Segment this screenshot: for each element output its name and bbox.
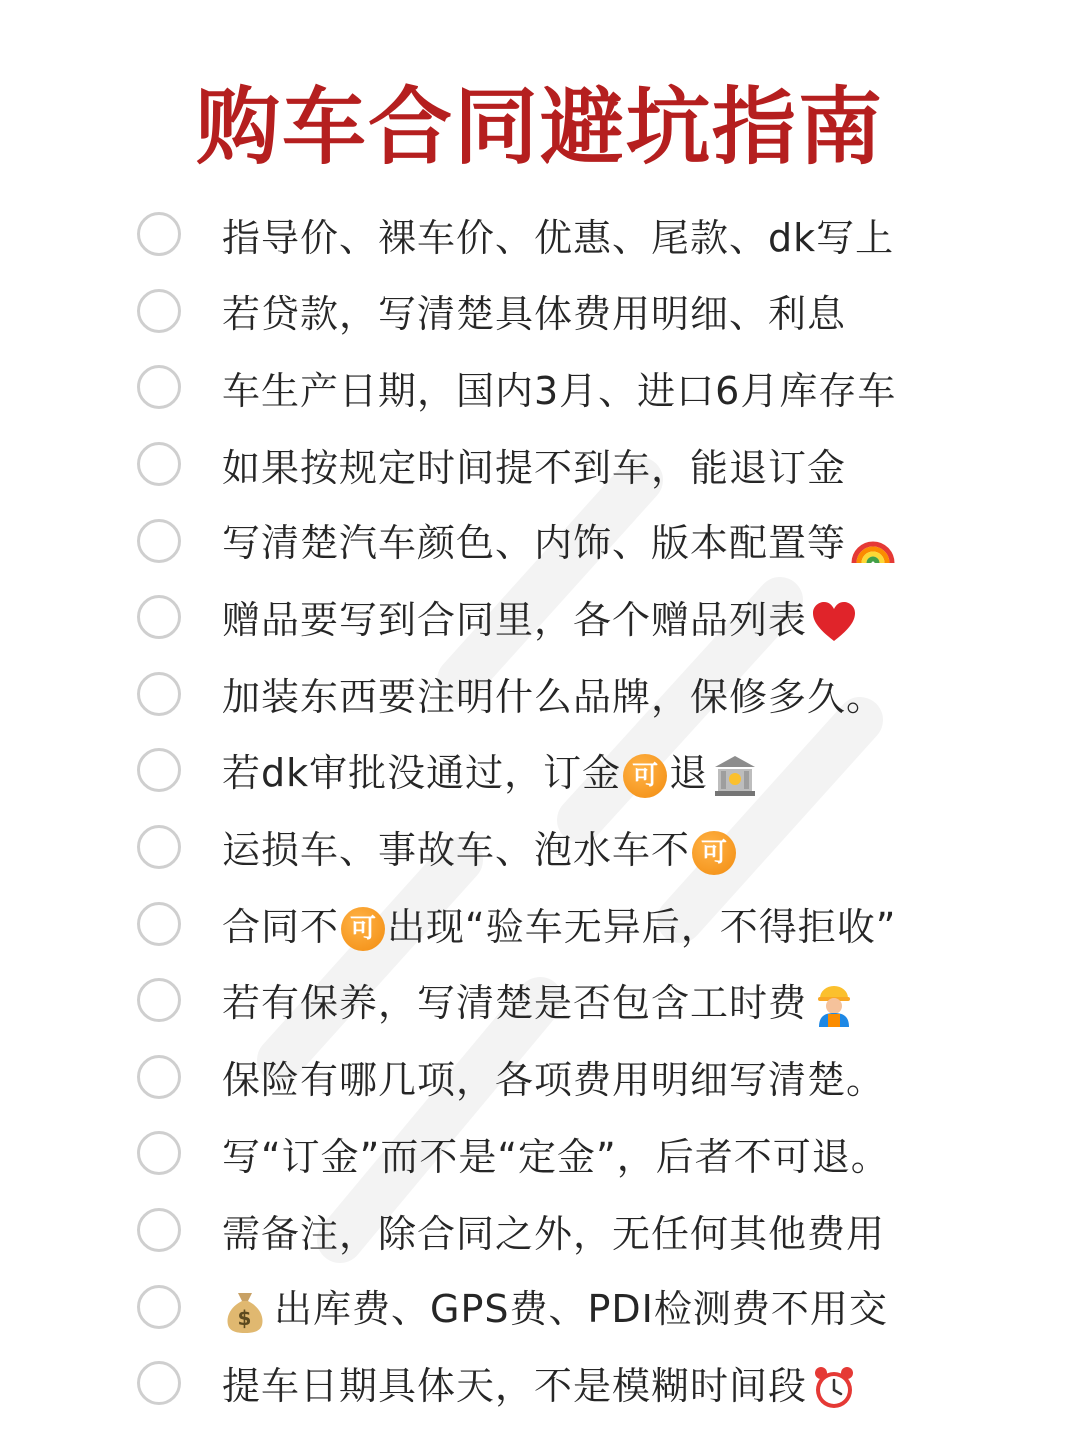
item-text-row — [222, 742, 758, 799]
list-item — [0, 349, 1080, 426]
item-text-row — [222, 1355, 857, 1412]
item-text-row — [222, 819, 738, 875]
bank-icon — [712, 753, 758, 799]
checkbox[interactable] — [137, 595, 181, 639]
list-item — [0, 579, 1080, 656]
item-text: 指导价、裸车价、优惠、尾款、dk写上 — [222, 215, 895, 260]
rainbow-icon — [850, 523, 896, 569]
checkbox[interactable] — [137, 672, 181, 716]
list-item — [0, 809, 1080, 886]
ke-badge: 可 — [623, 754, 667, 798]
checkbox[interactable] — [137, 289, 181, 333]
item-text: 若有保养，写清楚是否包含工时费 — [222, 980, 808, 1025]
checkbox[interactable] — [137, 1285, 181, 1329]
list-item — [0, 962, 1080, 1039]
item-text-row — [222, 589, 857, 646]
ke-badge: 可 — [692, 831, 736, 875]
item-text: 保险有哪几项，各项费用明细写清楚。 — [222, 1058, 886, 1103]
item-text: 写清楚汽车颜色、内饰、版本配置等 — [222, 521, 847, 566]
checkbox[interactable] — [137, 365, 181, 409]
list-item — [0, 426, 1080, 503]
svg-text:$: $ — [237, 1305, 253, 1330]
item-text: 车生产日期，国内3月、进口6月库存车 — [222, 368, 897, 413]
list-item — [0, 656, 1080, 733]
page-title: 购车合同避坑指南 — [195, 78, 884, 176]
item-text: 赠品要写到合同里，各个赠品列表 — [222, 598, 808, 643]
list-item — [0, 1345, 1080, 1422]
checkbox[interactable] — [137, 519, 181, 563]
checkbox[interactable] — [137, 1131, 181, 1175]
item-text-row — [222, 896, 896, 952]
checkbox[interactable] — [137, 902, 181, 946]
item-text: 若贷款，写清楚具体费用明细、利息 — [222, 292, 847, 337]
checkbox[interactable] — [137, 825, 181, 869]
item-text: 运损车、事故车、泡水车不 — [222, 828, 691, 873]
item-text: 写“订金”而不是“定金”，后者不可退。 — [222, 1134, 890, 1179]
alarm-clock-icon — [811, 1365, 857, 1411]
item-text-row — [222, 512, 896, 569]
item-text: 如果按规定时间提不到车，能退订金 — [222, 445, 847, 490]
checklist — [0, 196, 1080, 1422]
item-text-row — [222, 972, 857, 1029]
item-text: 合同不 — [222, 904, 340, 949]
checkbox[interactable] — [137, 1208, 181, 1252]
item-text: 退 — [669, 751, 709, 796]
list-item — [0, 196, 1080, 273]
construction-worker-icon — [811, 982, 857, 1028]
list-item — [0, 1115, 1080, 1192]
item-text-row — [222, 1278, 888, 1335]
list-item — [0, 732, 1080, 809]
checkbox[interactable] — [137, 1361, 181, 1405]
item-text: 出库费、GPS费、PDI检测费不用交 — [274, 1287, 888, 1332]
list-item — [0, 502, 1080, 579]
item-text: 提车日期具体天，不是模糊时间段 — [222, 1363, 808, 1408]
list-item — [0, 885, 1080, 962]
checkbox[interactable] — [137, 212, 181, 256]
checkbox[interactable] — [137, 748, 181, 792]
money-bag-icon — [222, 1289, 268, 1335]
item-text: 若dk审批没通过，订金 — [222, 751, 622, 796]
list-item — [0, 1039, 1080, 1116]
item-text: 出现“验车无异后，不得拒收” — [387, 904, 897, 949]
red-heart-icon — [811, 600, 857, 646]
list-item — [0, 1268, 1080, 1345]
checkbox[interactable] — [137, 978, 181, 1022]
checkbox[interactable] — [137, 442, 181, 486]
list-item — [0, 273, 1080, 350]
list-item — [0, 1192, 1080, 1269]
checkbox[interactable] — [137, 1055, 181, 1099]
ke-badge: 可 — [341, 907, 385, 951]
item-text: 需备注，除合同之外，无任何其他费用 — [222, 1211, 886, 1256]
item-text: 加装东西要注明什么品牌，保修多久。 — [222, 675, 886, 720]
